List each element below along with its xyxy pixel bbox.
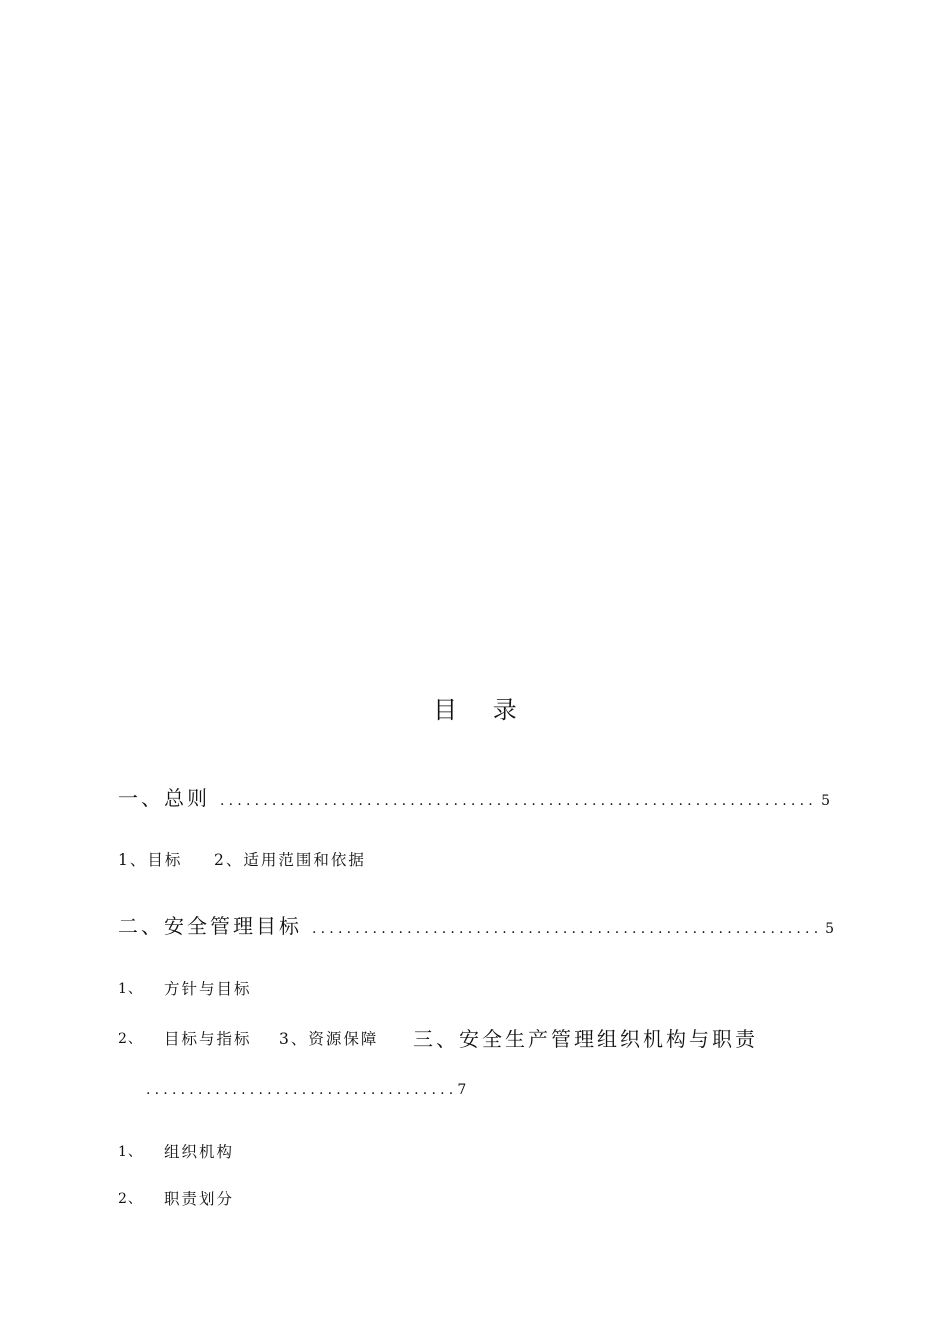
toc-page-number: 5 (825, 921, 834, 937)
toc-page-number: 5 (821, 793, 830, 809)
toc-dot-leader (220, 793, 815, 809)
toc-entry-2-2[interactable]: 目标与指标 (164, 1030, 252, 1048)
toc-entry-2-1[interactable]: 方针与目标 (164, 980, 252, 998)
toc-entry-title: 一、总则 (118, 786, 210, 810)
toc-entry-1-1[interactable]: 1、目标 (118, 851, 183, 869)
toc-dot-leader (312, 921, 819, 937)
toc-entry-3-2[interactable]: 职责划分 (164, 1190, 235, 1208)
toc-entry-1-2[interactable]: 2、适用范围和依据 (214, 851, 366, 869)
toc-entry-3-1-number: 1、 (118, 1144, 143, 1160)
toc-dot-leader: .................................... (146, 1082, 458, 1098)
toc-entry-2-1-number: 1、 (118, 981, 143, 997)
toc-entry-title: 二、安全管理目标 (118, 914, 302, 938)
toc-entry-3-2-number: 2、 (118, 1191, 143, 1207)
toc-entry-section-3-leader (146, 1082, 466, 1098)
toc-entry-section-2[interactable] (118, 910, 834, 939)
toc-page-number: 7 (457, 1082, 467, 1098)
toc-entry-2-2-number: 2、 (118, 1031, 143, 1047)
toc-entry-section-1[interactable] (118, 782, 830, 811)
toc-entry-3-1[interactable]: 组织机构 (164, 1143, 235, 1161)
toc-entry-section-3[interactable]: 三、安全生产管理组织机构与职责 (413, 1027, 758, 1051)
toc-title: 目 录 (433, 696, 531, 724)
toc-entry-2-3[interactable]: 3、资源保障 (279, 1030, 379, 1048)
